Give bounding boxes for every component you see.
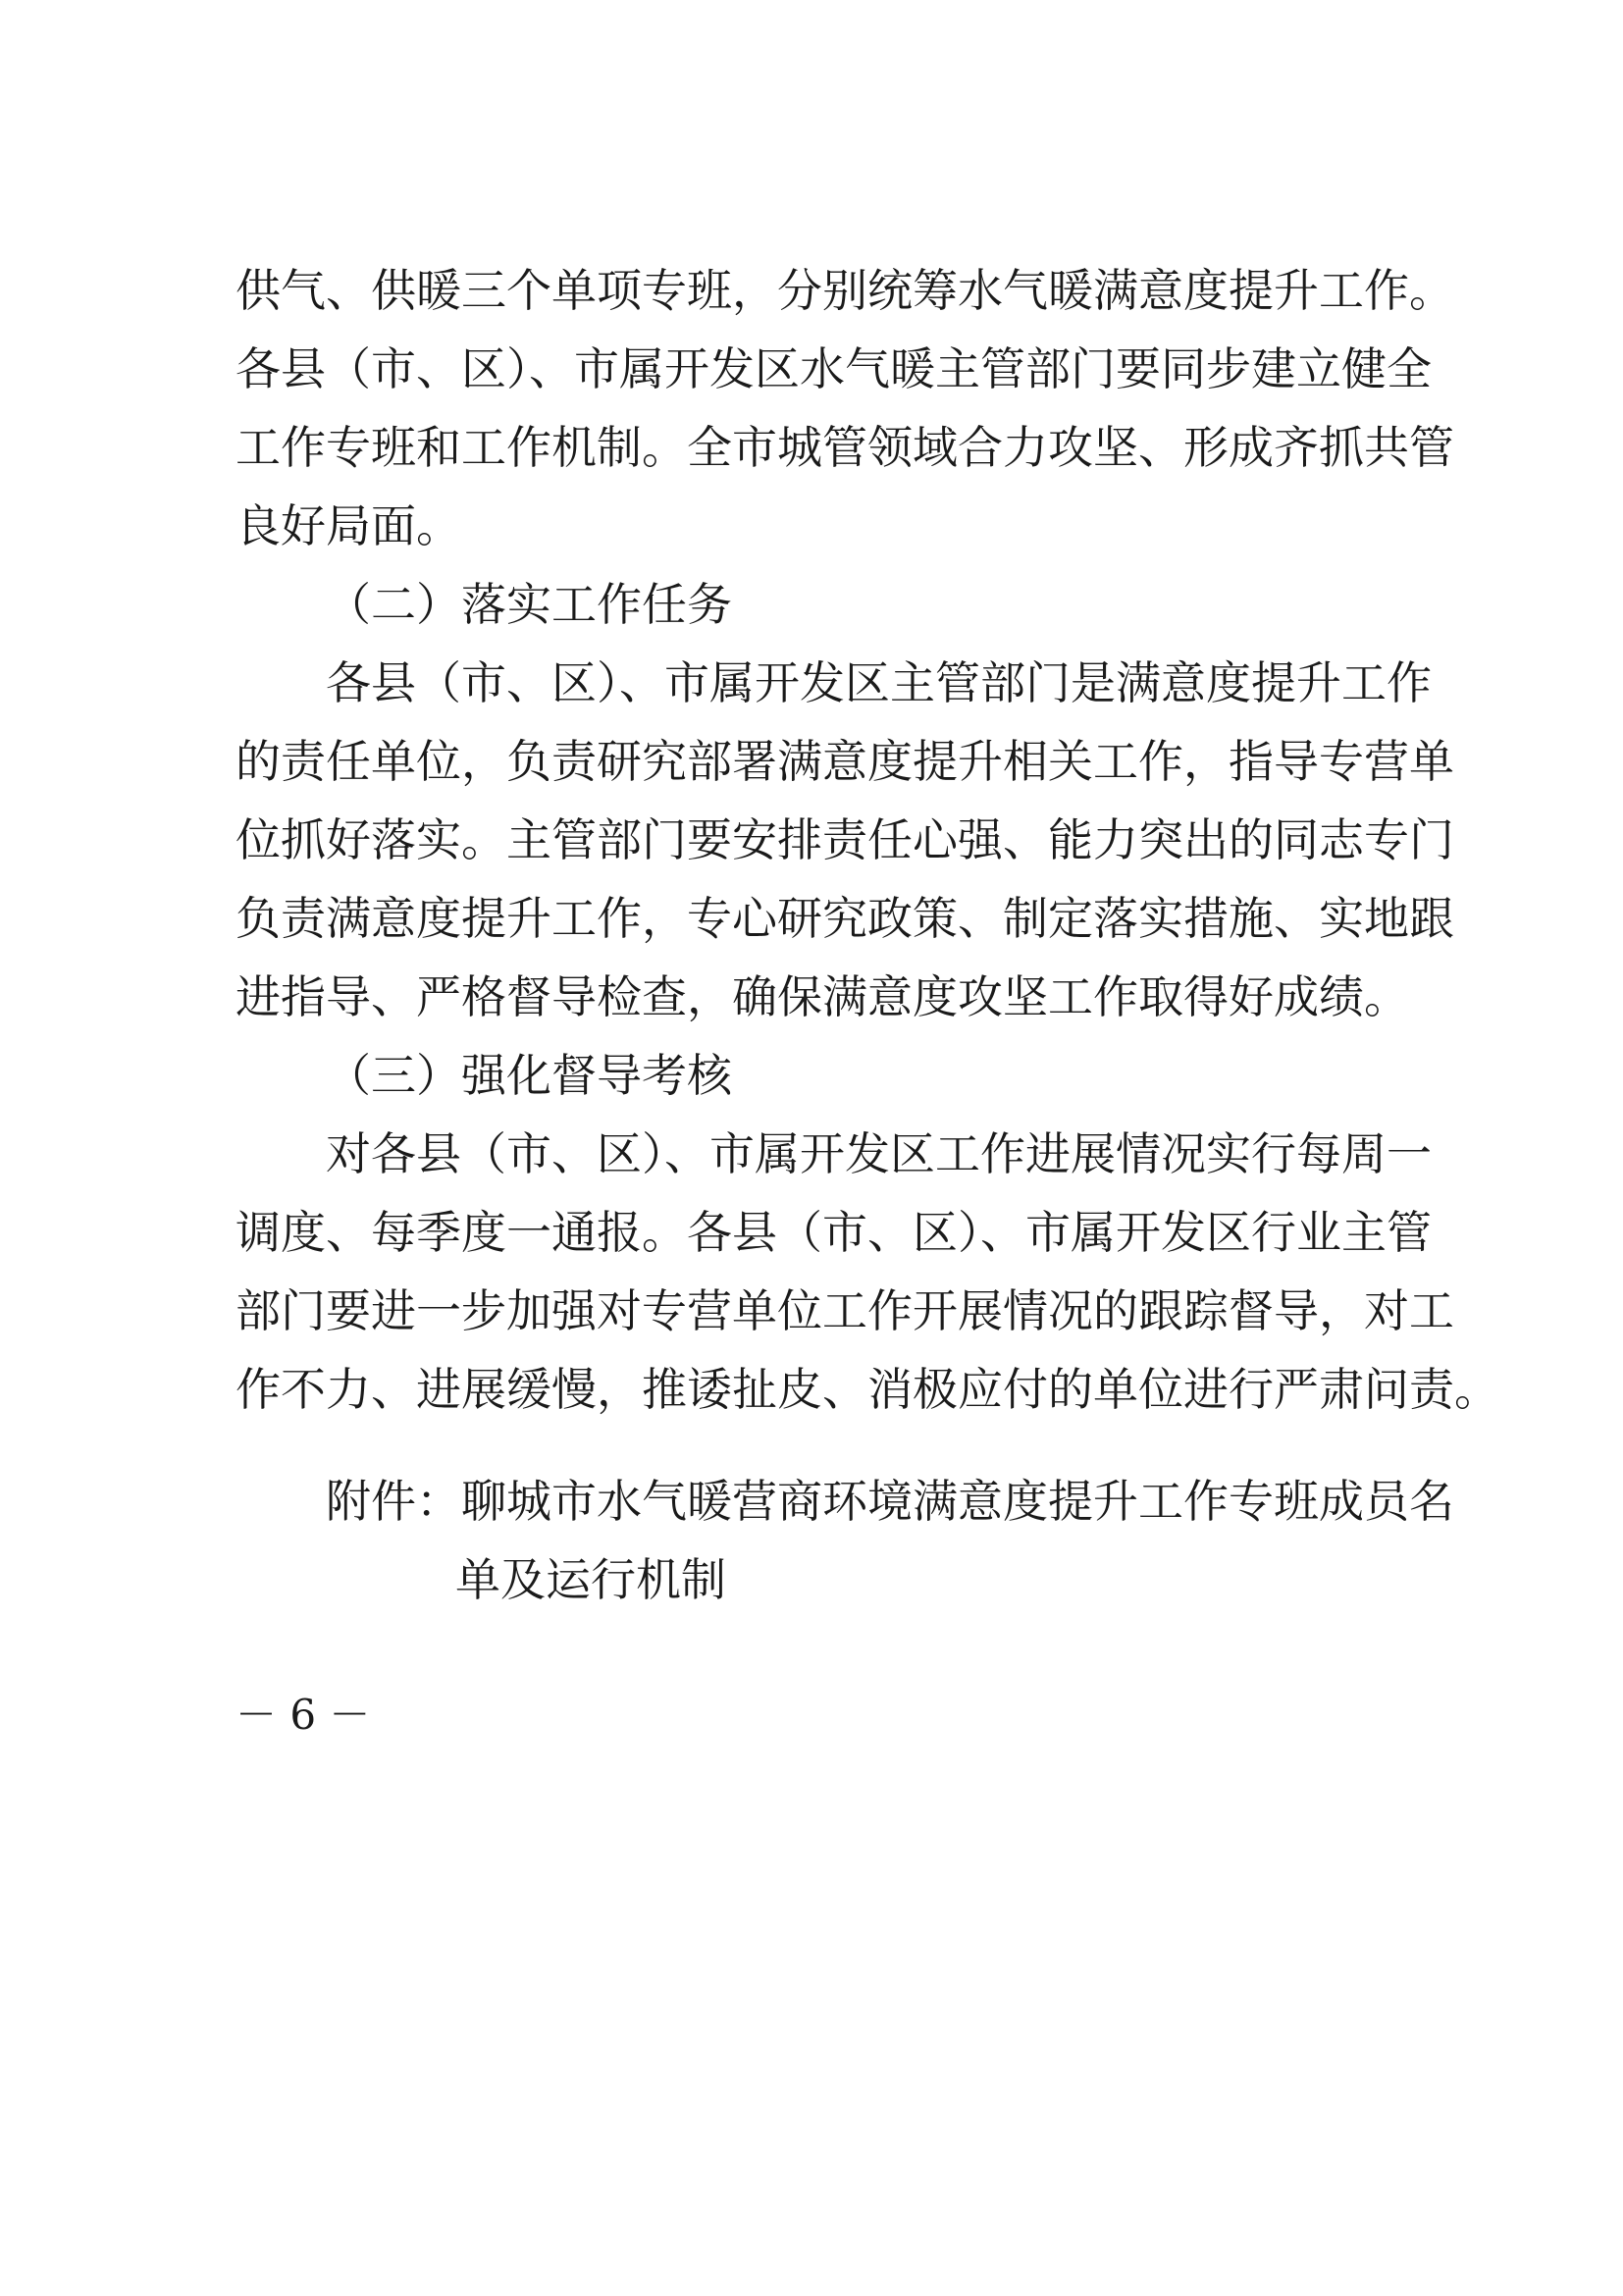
paragraph-3-line-3: 部门要进一步加强对专营单位工作开展情况的跟踪督导，对工 [236,1284,1454,1337]
paragraph-2-line-2: 的责任单位，负责研究部署满意度提升相关工作，指导专营单 [236,735,1454,788]
paragraph-3-line-4: 作不力、进展缓慢，推诿扯皮、消极应付的单位进行严肃问责。 [236,1363,1499,1416]
paragraph-1-line-1: 供气、供暖三个单项专班，分别统筹水气暖满意度提升工作。 [236,264,1454,317]
section-heading-3: （三）强化督导考核 [326,1049,732,1102]
paragraph-2-line-3: 位抓好落实。主管部门要安排责任心强、能力突出的同志专门 [236,813,1454,866]
attachment-line-1: 附件：聊城市水气暖营商环境满意度提升工作专班成员名 [326,1475,1454,1528]
paragraph-2-line-5: 进指导、严格督导检查，确保满意度攻坚工作取得好成绩。 [236,970,1409,1023]
paragraph-1-line-4: 良好局面。 [236,499,461,552]
section-heading-2: （二）落实工作任务 [326,578,732,631]
paragraph-2-line-4: 负责满意度提升工作，专心研究政策、制定落实措施、实地跟 [236,892,1454,945]
paragraph-2-line-1: 各县（市、区）、市属开发区主管部门是满意度提升工作 [326,656,1432,709]
paragraph-3-line-1: 对各县（市、区）、市属开发区工作进展情况实行每周一 [326,1127,1432,1180]
page-number: － 6 － [236,1691,371,1739]
paragraph-1-line-3: 工作专班和工作机制。全市城管领域合力攻坚、形成齐抓共管 [236,421,1454,474]
attachment-line-2: 单及运行机制 [455,1553,726,1606]
paragraph-3-line-2: 调度、每季度一通报。各县（市、区）、市属开发区行业主管 [236,1206,1432,1259]
paragraph-1-line-2: 各县（市、区）、市属开发区水气暖主管部门要同步建立健全 [236,342,1432,395]
